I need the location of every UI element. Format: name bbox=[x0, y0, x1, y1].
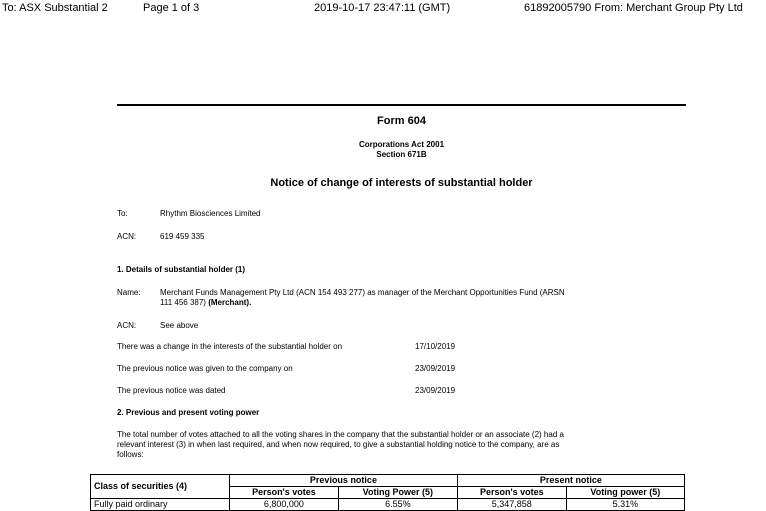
table-row bbox=[91, 499, 685, 511]
to-label: To: bbox=[117, 209, 128, 218]
section1-heading: 1. Details of substantial holder (1) bbox=[117, 265, 246, 274]
acn-label: ACN: bbox=[117, 232, 137, 241]
section2-para-line2: relevant interest (3) in when last required, and when now required, to give a substantial holding notice to the company, are as bbox=[117, 440, 560, 449]
section2-heading: 2. Previous and present voting power bbox=[117, 408, 260, 417]
to-value: Rhythm Biosciences Limited bbox=[160, 209, 261, 218]
col-class-header: Class of securities (4) bbox=[91, 475, 230, 499]
previous-notice-header: Previous notice bbox=[230, 475, 458, 487]
prev-votes-header: Person's votes bbox=[230, 487, 339, 499]
table-header-row bbox=[91, 475, 685, 487]
present-power-header: Voting power (5) bbox=[566, 487, 684, 499]
notice-given-label: The previous notice was given to the company on bbox=[117, 364, 293, 373]
notice-given-value: 23/09/2019 bbox=[415, 364, 456, 373]
holder-name-arsn: 111 456 387) bbox=[160, 298, 209, 307]
holder-short-name: (Merchant). bbox=[208, 298, 252, 307]
present-power-cell: 5.31% bbox=[566, 499, 684, 511]
change-date-label: There was a change in the interests of the substantial holder on bbox=[117, 342, 343, 351]
form-title: Form 604 bbox=[377, 115, 426, 127]
form-act: Corporations Act 2001 bbox=[358, 140, 445, 149]
fax-from: 61892005790 From: Merchant Group Pty Ltd bbox=[524, 2, 743, 14]
prev-power-cell: 6.55% bbox=[338, 499, 457, 511]
voting-power-table bbox=[90, 474, 685, 511]
class-cell: Fully paid ordinary bbox=[91, 499, 230, 511]
header-rule bbox=[117, 104, 686, 106]
change-date-value: 17/10/2019 bbox=[415, 342, 456, 351]
section2-para-line1: The total number of votes attached to all the voting shares in the company that the substantial holder or an associate (2) had a bbox=[117, 430, 564, 439]
fax-page: Page 1 of 3 bbox=[143, 2, 200, 14]
prev-votes-cell: 6,800,000 bbox=[230, 499, 339, 511]
holder-name-line1: Merchant Funds Management Pty Ltd (ACN 154 493 277) as manager of the Merchant Opportunities Fund (ARSN bbox=[160, 288, 565, 297]
notice-dated-value: 23/09/2019 bbox=[415, 386, 456, 395]
present-votes-cell: 5,347,858 bbox=[457, 499, 566, 511]
prev-power-header: Voting Power (5) bbox=[338, 487, 457, 499]
holder-acn-value: See above bbox=[160, 321, 199, 330]
notice-title: Notice of change of interests of substantial holder bbox=[270, 177, 533, 189]
fax-to: To: ASX Substantial 2 bbox=[2, 2, 108, 14]
present-notice-header: Present notice bbox=[457, 475, 684, 487]
notice-dated-label: The previous notice was dated bbox=[117, 386, 226, 395]
form-section: Section 671B bbox=[376, 150, 427, 159]
fax-timestamp: 2019-10-17 23:47:11 (GMT) bbox=[314, 2, 451, 14]
acn-value: 619 459 335 bbox=[160, 232, 205, 241]
section2-para-line3: follows: bbox=[117, 450, 144, 459]
holder-name-line2 bbox=[160, 298, 251, 307]
name-label: Name: bbox=[117, 288, 141, 297]
present-votes-header: Person's votes bbox=[457, 487, 566, 499]
holder-acn-label: ACN: bbox=[117, 321, 137, 330]
